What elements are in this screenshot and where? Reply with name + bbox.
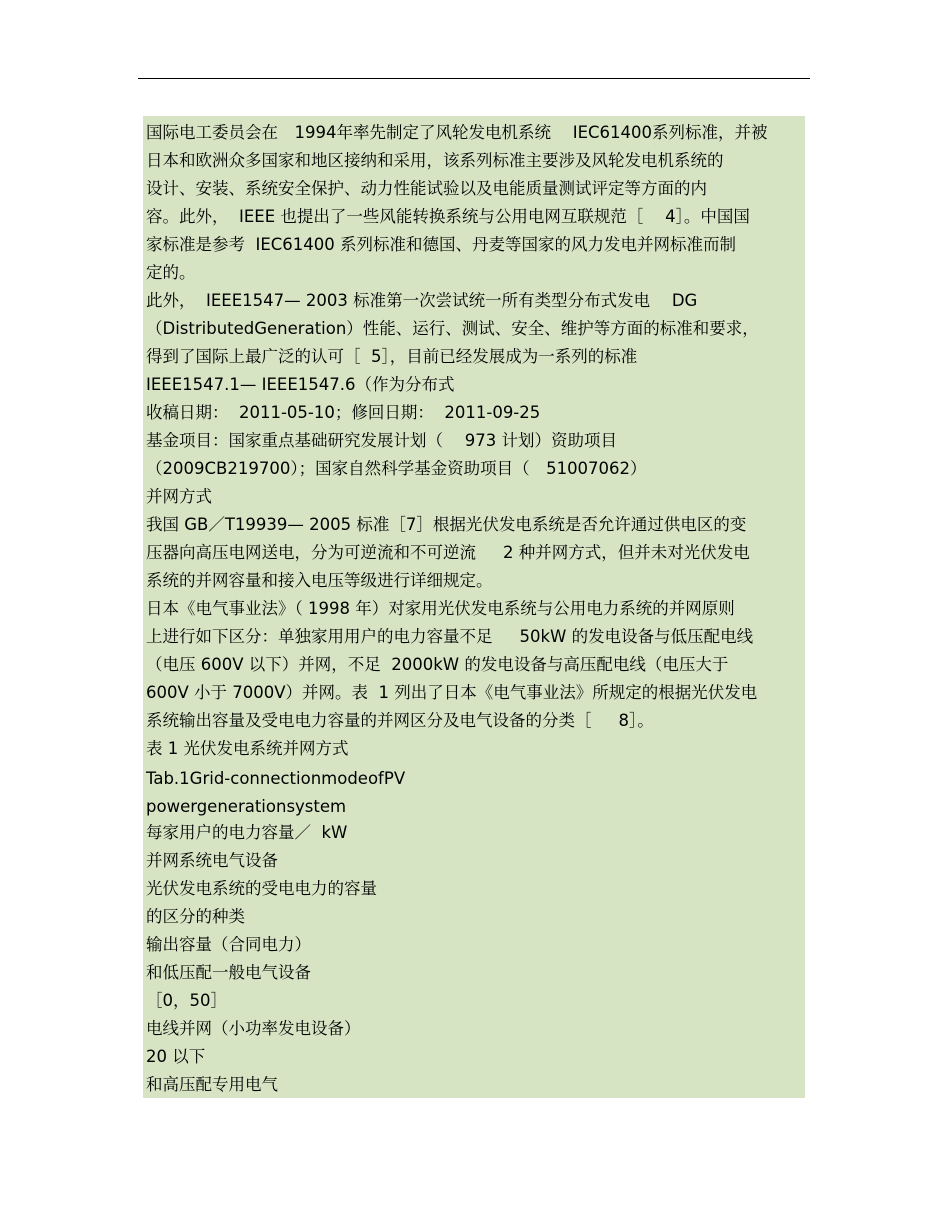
header-rule xyxy=(138,78,810,79)
text-line: 上进行如下区分：单独家用用户的电力容量不足 50kW 的发电设备与低压配电线 xyxy=(146,627,754,646)
table-caption-en: Tab.1Grid-connectionmodeofPV xyxy=(146,769,406,788)
table-cell-text: 20 以下 xyxy=(146,1047,206,1066)
table-cell-text: 和低压配一般电气设备 xyxy=(146,963,311,982)
document-text-block xyxy=(143,116,805,1098)
table-cell-text: 每家用户的电力容量／ kW xyxy=(146,823,348,842)
text-line: 基金项目：国家重点基础研究发展计划（ 973 计划）资助项目 xyxy=(146,431,617,450)
text-line: 容。此外， IEEE 也提出了一些风能转换系统与公用电网互联规范［ 4］。中国国 xyxy=(146,207,750,226)
text-line: 家标准是参考 IEC61400 系列标准和德国、丹麦等国家的风力发电并网标准而制 xyxy=(146,235,737,254)
text-line: （2009CB219700）；国家自然科学基金资助项目（ 51007062） xyxy=(146,459,647,478)
text-line: 系统的并网容量和接入电压等级进行详细规定。 xyxy=(146,571,493,590)
table-cell-text: 输出容量（合同电力） xyxy=(146,935,311,954)
table-cell-text: 光伏发电系统的受电电力的容量 xyxy=(146,879,377,898)
text-line: 国际电工委员会在 1994年率先制定了风轮发电机系统 IEC61400系列标准，并被 xyxy=(146,123,768,142)
table-cell-text: ［0，50］ xyxy=(146,991,227,1010)
text-line: 系统输出容量及受电电力容量的并网区分及电气设备的分类［ 8］。 xyxy=(146,711,654,730)
table-caption-en: powergenerationsystem xyxy=(146,797,347,816)
text-line: 设计、安装、系统安全保护、动力性能试验以及电能质量测试评定等方面的内 xyxy=(146,179,707,198)
text-line: 得到了国际上最广泛的认可［ 5］，目前已经发展成为一系列的标准 xyxy=(146,347,638,366)
table-cell-text: 并网系统电气设备 xyxy=(146,851,278,870)
table-cell-text: 的区分的种类 xyxy=(146,907,245,926)
table-cell-text: 和高压配专用电气 xyxy=(146,1075,278,1094)
text-line: 日本《电气事业法》（ 1998 年）对家用光伏发电系统与公用电力系统的并网原则 xyxy=(146,599,735,618)
text-line: （电压 600V 以下）并网，不足 2000kW 的发电设备与高压配电线（电压大于 xyxy=(146,655,729,674)
text-line: IEEE1547.1— IEEE1547.6（作为分布式 xyxy=(146,375,455,394)
text-line: 日本和欧洲众多国家和地区接纳和采用，该系列标准主要涉及风轮发电机系统的 xyxy=(146,151,724,170)
text-line: 压器向高压电网送电，分为可逆流和不可逆流 2 种并网方式，但并未对光伏发电 xyxy=(146,543,750,562)
text-line: 并网方式 xyxy=(146,487,212,506)
text-line: 此外， IEEE1547— 2003 标准第一次尝试统一所有类型分布式发电 DG xyxy=(146,291,698,310)
table-cell-text: 电线并网（小功率发电设备） xyxy=(146,1019,361,1038)
text-line: 定的。 xyxy=(146,263,196,282)
text-line: （DistributedGeneration）性能、运行、测试、安全、维护等方面的标准和要求， xyxy=(146,319,759,338)
text-line: 我国 GB／T19939— 2005 标准［7］根据光伏发电系统是否允许通过供电区的变 xyxy=(146,515,747,534)
text-line: 600V 小于 7000V）并网。表 1 列出了日本《电气事业法》所规定的根据光伏发电 xyxy=(146,683,758,702)
text-line: 收稿日期： 2011-05-10；修回日期： 2011-09-25 xyxy=(146,403,541,422)
table-caption: 表 1 光伏发电系统并网方式 xyxy=(146,739,349,758)
